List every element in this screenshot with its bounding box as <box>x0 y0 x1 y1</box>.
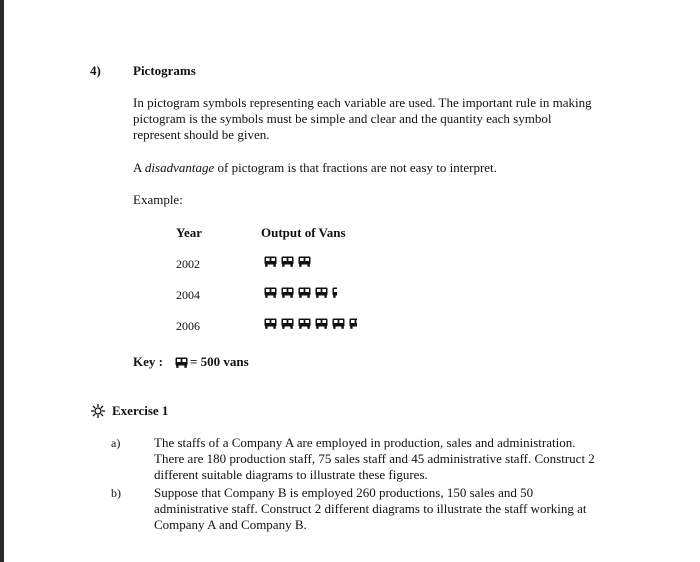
row-icons <box>264 318 357 329</box>
van-icon <box>175 357 188 368</box>
key-value: = 500 vans <box>189 354 249 369</box>
van-icon <box>298 318 311 329</box>
section-number: 4) <box>90 63 101 78</box>
pictogram-key <box>133 354 249 370</box>
item-marker: b) <box>111 486 121 500</box>
intro-paragraph <box>133 95 673 143</box>
left-edge-bar <box>0 0 4 562</box>
gear-icon <box>90 403 106 419</box>
row-year: 2006 <box>176 319 200 333</box>
van-icon <box>349 318 357 329</box>
header-year: Year <box>176 225 202 240</box>
exercise-title: Exercise 1 <box>112 403 169 418</box>
van-icon <box>281 287 294 298</box>
van-icon <box>281 256 294 267</box>
item-line: The staffs of a Company A are employed in production, sales and administration. <box>154 435 576 450</box>
paragraph-line: In pictogram symbols representing each variable are used. The important rule in making <box>133 95 592 110</box>
van-icon <box>332 318 345 329</box>
van-icon <box>281 318 294 329</box>
row-year: 2004 <box>176 288 200 302</box>
row-year: 2002 <box>176 257 200 271</box>
item-line: There are 180 production staff, 75 sales staff and 45 administrative staff. Construct 2 <box>154 451 595 466</box>
van-icon <box>264 318 277 329</box>
item-line: Suppose that Company B is employed 260 productions, 150 sales and 50 <box>154 485 534 500</box>
paragraph-line: represent should be given. <box>133 127 270 142</box>
item-line: administrative staff. Construct 2 different diagrams to illustrate the staff working at <box>154 501 587 516</box>
item-marker: a) <box>111 436 121 450</box>
exercise-item-a <box>154 435 674 483</box>
disadvantage-paragraph <box>133 160 497 176</box>
example-label: Example: <box>133 192 183 207</box>
key-label: Key : <box>133 354 163 369</box>
header-output: Output of Vans <box>261 225 346 240</box>
van-icon <box>332 287 337 298</box>
van-icon <box>298 256 311 267</box>
van-icon <box>175 357 188 368</box>
van-icon <box>264 287 277 298</box>
item-line: different suitable diagrams to illustrate these figures. <box>154 467 428 482</box>
emphasis-text: disadvantage <box>144 160 215 175</box>
paragraph-suffix: of pictogram is that fractions are not easy to interpret. <box>214 160 497 175</box>
row-icons <box>264 256 311 267</box>
exercise-heading <box>90 403 168 419</box>
van-icon <box>298 287 311 298</box>
row-icons <box>264 287 337 298</box>
van-icon <box>264 256 277 267</box>
paragraph-line: pictogram is the symbols must be simple and clear and the quantity each symbol <box>133 111 552 126</box>
exercise-item-b <box>154 485 674 533</box>
section-title: Pictograms <box>133 63 196 78</box>
item-line: Company A and Company B. <box>154 517 307 532</box>
van-icon <box>315 287 328 298</box>
van-icon <box>315 318 328 329</box>
paragraph-prefix: A <box>133 160 145 175</box>
